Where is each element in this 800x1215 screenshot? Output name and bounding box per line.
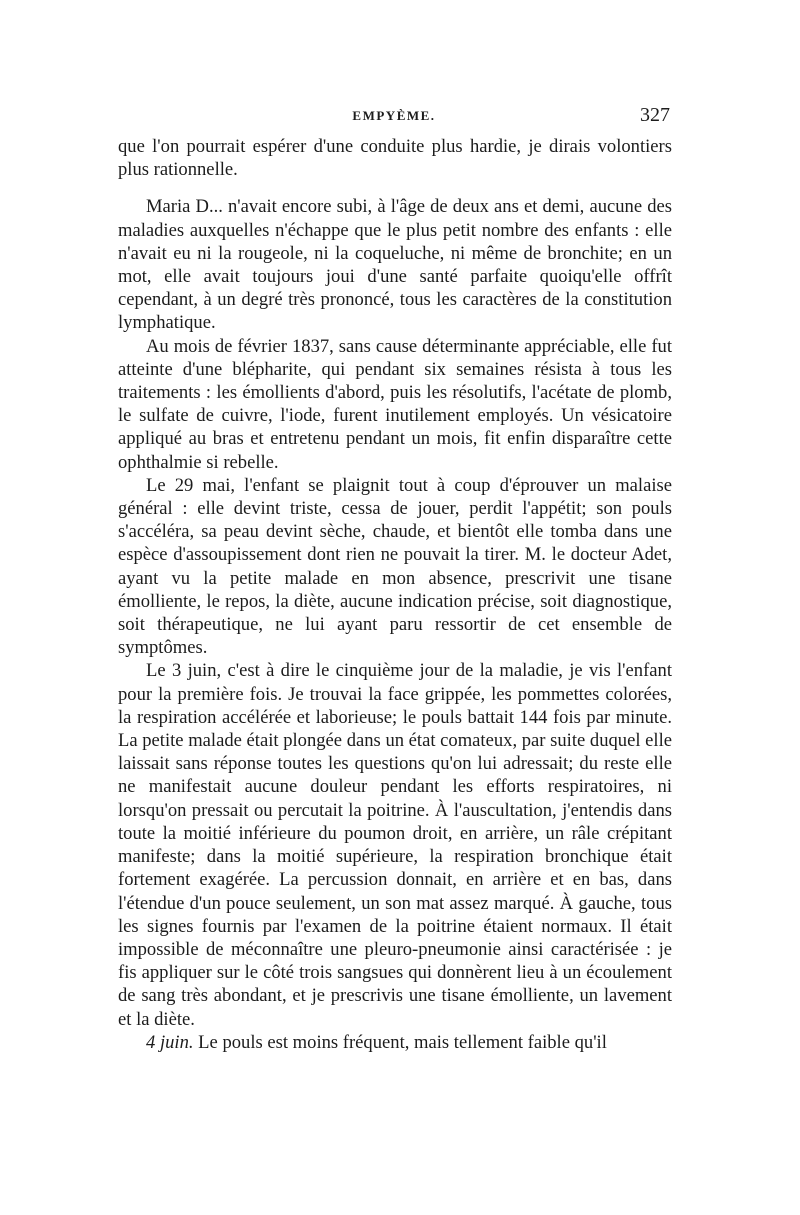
paragraph-maria-history: Maria D... n'avait encore subi, à l'âge de deux ans et demi, aucune des maladies auxquelles n'échappe que le plus petit nombre des enfants : elle n'avait eu ni la rougeole, ni la coqueluche, ni même de bronchite; en un mot, elle avait toujours joui d'une santé parfaite quoiqu'elle offrît cependant, à un degré très prononcé, tous les caractères de la constitution lymphatique. <box>118 196 672 334</box>
paragraph-continuation: que l'on pourrait espérer d'une conduite plus hardie, je dirais volontiers plus rationnelle. <box>118 136 672 181</box>
running-head: EMPYÈME. <box>352 108 436 123</box>
body-text <box>118 135 672 1054</box>
page-header <box>118 104 670 132</box>
paragraph-3-juin: Le 3 juin, c'est à dire le cinquième jour de la maladie, je vis l'enfant pour la première fois. Je trouvai la face grippée, les pommettes colorées, la respiration accélérée et laborieuse; le pouls battait 144 fois par minute. La petite malade était plongée dans un état comateux, par suite duquel elle laissait sans réponse toutes les questions qu'on lui adressait; du reste elle ne manifestait aucune douleur pendant les efforts respiratoires, ni lorsqu'on pressait ou percutait la poitrine. À l'auscultation, j'entendis dans toute la moitié inférieure du poumon droit, en arrière, un râle crépitant manifeste; dans la moitié supérieure, la respiration bronchique était fortement exagérée. La percussion donnait, en arrière et en bas, dans l'étendue d'un pouce seulement, un son mat assez marqué. À gauche, tous les signes fournis par l'examen de la poitrine étaient normaux. Il était impossible de méconnaître une pleuro-pneumonie ainsi caractérisée : je fis appliquer sur le côté trois sangsues qui donnèrent lieu à un écoulement de sang très abondant, et je prescrivis une tisane émolliente, un lavement et la diète. <box>118 660 672 1030</box>
page-number: 327 <box>640 104 670 126</box>
paragraph-29-mai: Le 29 mai, l'enfant se plaignit tout à coup d'éprouver un malaise général : elle devint triste, cessa de jouer, perdit l'appétit; son pouls s'accéléra, sa peau devint sèche, chaude, et bientôt elle tomba dans une espèce d'assoupissement dont rien ne pouvait la tirer. M. le docteur Adet, ayant vu la petite malade en mon absence, prescrivit une tisane émolliente, le repos, la diète, aucune indication précise, soit diagnostique, soit thérapeutique, ne lui ayant paru ressortir de cet ensemble de symptômes. <box>118 474 672 659</box>
paragraph-4-juin <box>118 1031 672 1054</box>
date-label: 4 juin. <box>146 1031 194 1053</box>
paragraph-blepharite: Au mois de février 1837, sans cause déterminante appréciable, elle fut atteinte d'une blépharite, qui pendant six semaines résista à tous les traitements : les émollients d'abord, puis les résolutifs, l'acétate de plomb, le sulfate de cuivre, l'iode, furent inutilement employés. Un vésicatoire appliqué au bras et entretenu pendant un mois, fit enfin disparaître cette ophthalmie si rebelle. <box>118 335 672 473</box>
paragraph-4-juin-text: Le pouls est moins fréquent, mais tellement faible qu'il <box>193 1031 607 1053</box>
